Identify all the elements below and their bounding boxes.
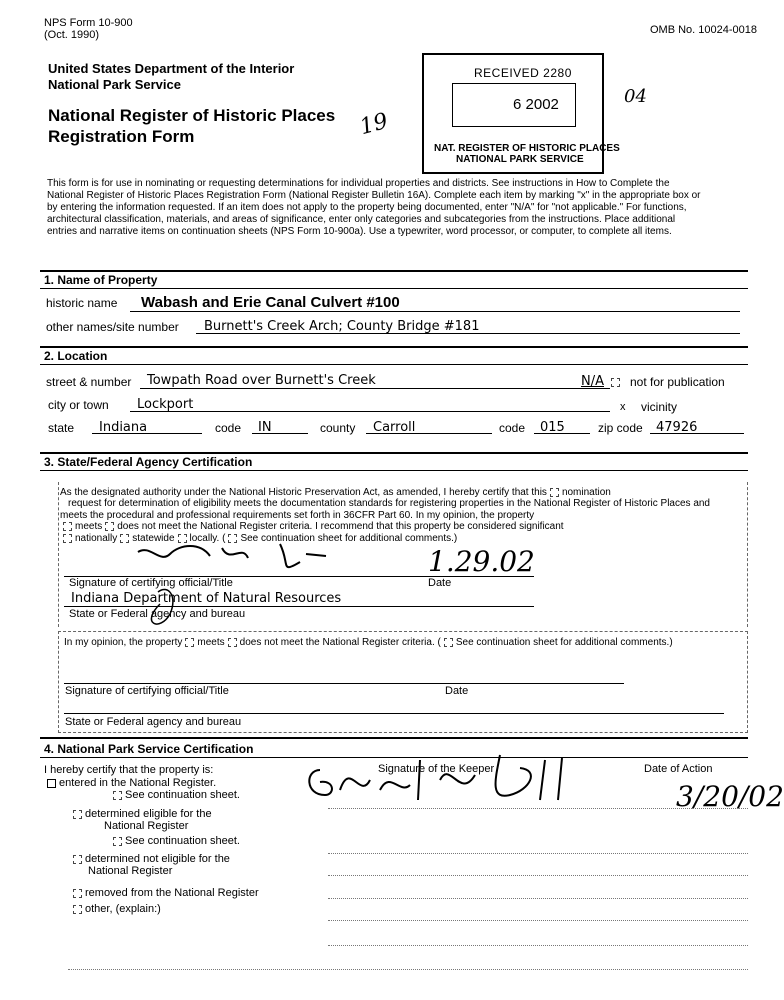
street-line <box>140 388 610 389</box>
section4-top-rule <box>40 737 748 739</box>
section1-heading: 1. Name of Property <box>44 273 158 287</box>
zip-label: zip code <box>598 421 643 435</box>
date-label: Date <box>428 577 452 589</box>
not-eligible-line: determined not eligible for the <box>70 853 230 865</box>
keeper-label: Signature of the Keeper <box>378 763 495 775</box>
continuation-1-checkbox[interactable] <box>113 791 122 800</box>
see-continuation-1: See continuation sheet. <box>110 789 240 801</box>
opinion-continuation-checkbox[interactable] <box>444 638 453 647</box>
vicinity-checkbox[interactable]: x <box>620 401 626 413</box>
removed-line: removed from the National Register <box>70 887 259 899</box>
historic-name-value[interactable]: Wabash and Erie Canal Culvert #100 <box>141 294 400 311</box>
vicinity-label: vicinity <box>641 400 678 414</box>
county-code-label: code <box>499 421 526 435</box>
meets-checkbox[interactable] <box>63 522 72 531</box>
section4-heading: 4. National Park Service Certification <box>44 742 254 756</box>
not-meet-checkbox[interactable] <box>105 522 114 531</box>
zip-line <box>650 433 744 434</box>
form-title-line2: Registration Form <box>48 127 195 146</box>
cert-significance-line: nationally statewide locally. ( See continuation sheet for additional comments.) <box>60 533 457 545</box>
opinion-line: In my opinion, the property meets does not meet the National Register criteria. ( See continuation sheet for additional comments.) <box>64 637 673 648</box>
section2-top-rule <box>40 346 748 348</box>
removed-checkbox[interactable] <box>73 889 82 898</box>
county-label: county <box>320 421 356 435</box>
street-label: street & number <box>46 375 132 389</box>
signature2-label: Signature of certifying official/Title <box>65 685 229 697</box>
not-for-publication-label: not for publication <box>630 375 725 389</box>
cert-text-b: request for determination of eligibility meets the documentation standards for registering properties in the National Register of Historic Places and meets the procedural and professional requirements set forth in 36CFR Part 60. In my opinion, the property <box>60 498 710 521</box>
state-line <box>92 433 202 434</box>
county-line <box>366 433 492 434</box>
section3-top-rule <box>40 452 748 454</box>
keeper-line-2 <box>328 853 748 854</box>
date-of-action-label: Date of Action <box>644 763 713 775</box>
not-eligible-line-2: National Register <box>88 865 173 877</box>
received-stamp <box>422 53 620 174</box>
date-of-action: 3/20/02 <box>676 780 784 813</box>
eligible-checkbox[interactable] <box>73 810 82 819</box>
stamp-date-box <box>452 83 576 127</box>
intro-paragraph: This form is for use in nominating or requesting determinations for individual properties and districts. See instructions in How to Complete the National Register of Historic Places Registration Form (National Register Bulletin 16A). Complete each item by marking "x" in the appropriate box or by entering the information requested. If an item does not apply to the property being documented, enter "N/A" for "not applicable." For functions, architectural classification, materials, and areas of significance, enter only categories and subcategories from the instructions. Place additional entries and narrative items on continuation sheets (NPS Form 10-900a). Use a typewriter, word processor, or computer, to complete all items. <box>47 178 701 237</box>
form-number: NPS Form 10-900 <box>44 17 133 29</box>
department-name: United States Department of the Interior <box>48 61 295 76</box>
state-label: state <box>48 421 75 435</box>
date2-label: Date <box>445 685 469 697</box>
form-title-line1: National Register of Historic Places <box>48 106 336 125</box>
state-code-value[interactable]: IN <box>258 420 272 435</box>
state-code-label: code <box>215 421 242 435</box>
continuation-2-checkbox[interactable] <box>113 837 122 846</box>
signature-label: Signature of certifying official/Title <box>69 577 233 589</box>
section1-top-rule <box>40 270 748 272</box>
omb-number: OMB No. 10024-0018 <box>650 24 758 36</box>
cert-text-a: As the designated authority under the National Historic Preservation Act, as amended, I hereby certify that this nomination <box>60 487 611 498</box>
na-value: N/A <box>581 374 604 389</box>
other-names-label: other names/site number <box>46 320 179 334</box>
other-names-value[interactable]: Burnett's Creek Arch; County Bridge #181 <box>204 319 480 334</box>
section1-heading-rule <box>40 288 748 289</box>
city-label: city or town <box>48 398 109 412</box>
nationally-checkbox[interactable] <box>63 534 72 543</box>
historic-name-label: historic name <box>46 296 118 310</box>
state-code-line <box>252 433 308 434</box>
not-eligible-checkbox[interactable] <box>73 855 82 864</box>
agency2-line <box>64 713 724 714</box>
entered-line: entered in the National Register. <box>44 777 216 789</box>
handwritten-note-right: 04 <box>624 86 647 107</box>
keeper-line-4 <box>328 898 748 899</box>
entered-checkbox[interactable] <box>47 779 56 788</box>
keeper-signature <box>300 740 600 815</box>
see-continuation-2: See continuation sheet. <box>110 835 240 847</box>
county-value[interactable]: Carroll <box>373 420 416 435</box>
city-line <box>130 411 610 412</box>
section3-heading-rule <box>40 470 748 471</box>
form-date: (Oct. 1990) <box>44 29 100 41</box>
certifying-date: 1.29.02 <box>428 545 535 578</box>
keeper-line-1 <box>328 808 748 809</box>
eligible-line: determined eligible for the <box>70 808 212 820</box>
stamp-line2: NATIONAL PARK SERVICE <box>456 154 584 165</box>
nomination-checkbox[interactable] <box>550 488 559 497</box>
opinion-not-meet-checkbox[interactable] <box>228 638 237 647</box>
state-value[interactable]: Indiana <box>99 420 148 435</box>
agency-value[interactable]: Indiana Department of Natural Resources <box>71 591 342 606</box>
section2-heading: 2. Location <box>44 349 108 363</box>
section2-heading-rule <box>40 364 748 365</box>
zip-value[interactable]: 47926 <box>656 420 698 435</box>
other-names-line <box>196 333 740 334</box>
statewide-checkbox[interactable] <box>120 534 129 543</box>
keeper-line-3 <box>328 875 748 876</box>
agency-line <box>64 606 534 607</box>
agency2-label: State or Federal agency and bureau <box>65 716 242 728</box>
eligible-line-2: National Register <box>104 820 189 832</box>
keeper-line-6 <box>328 945 748 946</box>
keeper-line-5 <box>328 920 748 921</box>
historic-name-line <box>130 311 740 312</box>
other-line: other, (explain:) <box>70 903 161 915</box>
not-for-publication-checkbox[interactable] <box>611 378 620 387</box>
service-name: National Park Service <box>48 77 181 92</box>
city-value[interactable]: Lockport <box>137 397 194 412</box>
opinion-meets-checkbox[interactable] <box>185 638 194 647</box>
signature2-line <box>64 683 624 684</box>
county-code-line <box>534 433 590 434</box>
hereby-certify: I hereby certify that the property is: <box>44 764 214 776</box>
street-value[interactable]: Towpath Road over Burnett's Creek <box>147 373 376 388</box>
stamp-received: RECEIVED 2280 <box>474 66 572 80</box>
stamp-line1: NAT. REGISTER OF HISTORIC PLACES <box>434 143 620 154</box>
keeper-line-7 <box>68 969 748 970</box>
county-code-value[interactable]: 015 <box>540 420 565 435</box>
section3-heading: 3. State/Federal Agency Certification <box>44 455 253 469</box>
handwritten-note-left: 19 <box>357 108 391 141</box>
other-checkbox[interactable] <box>73 905 82 914</box>
stamp-date: 6 2002 <box>513 96 559 113</box>
cert-meets-line: meets does not meet the National Register criteria. I recommend that this property be considered significant <box>60 521 564 533</box>
agency-label: State or Federal agency and bureau <box>69 608 246 620</box>
